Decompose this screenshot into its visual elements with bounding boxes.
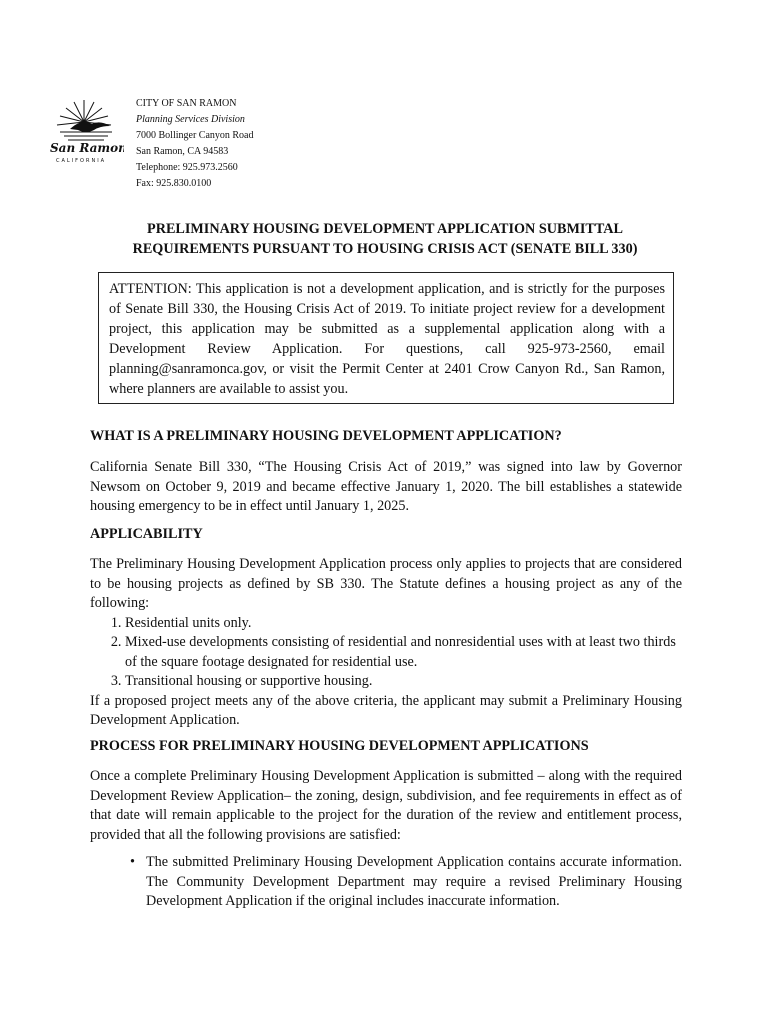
city-name: CITY OF SAN RAMON bbox=[136, 98, 237, 109]
division-name: Planning Services Division bbox=[136, 114, 245, 125]
applicability-intro: The Preliminary Housing Development Application process only applies to projects that are considered to be housing projects as defined by SB 330. The Statute defines a housing project as any of the following: bbox=[90, 556, 682, 611]
document-title bbox=[90, 219, 680, 259]
section-heading-what-is: WHAT IS A PRELIMINARY HOUSING DEVELOPMENT APPLICATION? bbox=[90, 428, 562, 444]
address-line-1: 7000 Bollinger Canyon Road bbox=[136, 130, 254, 141]
list-item bbox=[130, 853, 682, 912]
san-ramon-logo bbox=[48, 96, 124, 166]
applicability-outro: If a proposed project meets any of the above criteria, the applicant may submit a Preliminary Housing Development Application. bbox=[90, 692, 682, 728]
list-item: 3. Transitional housing or supportive housing. bbox=[125, 672, 682, 692]
section-body-process: Once a complete Preliminary Housing Development Application is submitted – along with the required Development Review Application– the zoning, design, subdivision, and fee requirements in effect as of that date will remain applicable to the project for the duration of the review and entitlement process, provided that all the following provisions are satisfied: bbox=[90, 768, 682, 843]
attention-box: ATTENTION: This application is not a development application, and is strictly for the purposes of Senate Bill 330, the Housing Crisis Act of 2019. To initiate project review for a development project, this application may be submitted as a supplemental application along with a Development Review Application. For questions, call 925-973-2560, email planning@sanramonca.gov, or visit the Permit Center at 2401 Crow Canyon Rd., San Ramon, where planners are available to assist you. bbox=[98, 272, 674, 404]
bullet-text: The submitted Preliminary Housing Development Application contains accurate information. The Community Development Department may require a revised Preliminary Housing Development Application if the original includes inaccurate information. bbox=[146, 854, 682, 909]
list-item: 2. Mixed-use developments consisting of residential and nonresidential uses with at least two thirds of the square footage designated for residential use. bbox=[125, 633, 682, 672]
logo-wordmark: San Ramon bbox=[50, 141, 124, 155]
fax: Fax: 925.830.0100 bbox=[136, 178, 212, 189]
logo-subtext: CALIFORNIA bbox=[56, 158, 107, 164]
title-line-2: REQUIREMENTS PURSUANT TO HOUSING CRISIS ACT (SENATE BILL 330) bbox=[132, 241, 638, 257]
sun-bird-logo-icon bbox=[48, 96, 124, 166]
list-item: 1. Residential units only. bbox=[125, 614, 682, 634]
section-body-what-is: California Senate Bill 330, “The Housing Crisis Act of 2019,” was signed into law by Governor Newsom on October 9, 2019 and became effective January 1, 2020. The bill establishes a statewide housing emergency to be in effect until January 1, 2025. bbox=[90, 459, 682, 514]
section-heading-applicability: APPLICABILITY bbox=[90, 526, 203, 542]
section-applicability bbox=[90, 555, 682, 731]
letterhead bbox=[136, 96, 254, 192]
telephone: Telephone: 925.973.2560 bbox=[136, 162, 238, 173]
title-line-1: PRELIMINARY HOUSING DEVELOPMENT APPLICATION SUBMITTAL bbox=[147, 221, 623, 237]
bullet-icon: • bbox=[130, 854, 135, 870]
process-bullets bbox=[130, 853, 682, 912]
address-line-2: San Ramon, CA 94583 bbox=[136, 146, 229, 157]
applicability-list bbox=[90, 614, 682, 692]
section-heading-process: PROCESS FOR PRELIMINARY HOUSING DEVELOPMENT APPLICATIONS bbox=[90, 738, 589, 754]
